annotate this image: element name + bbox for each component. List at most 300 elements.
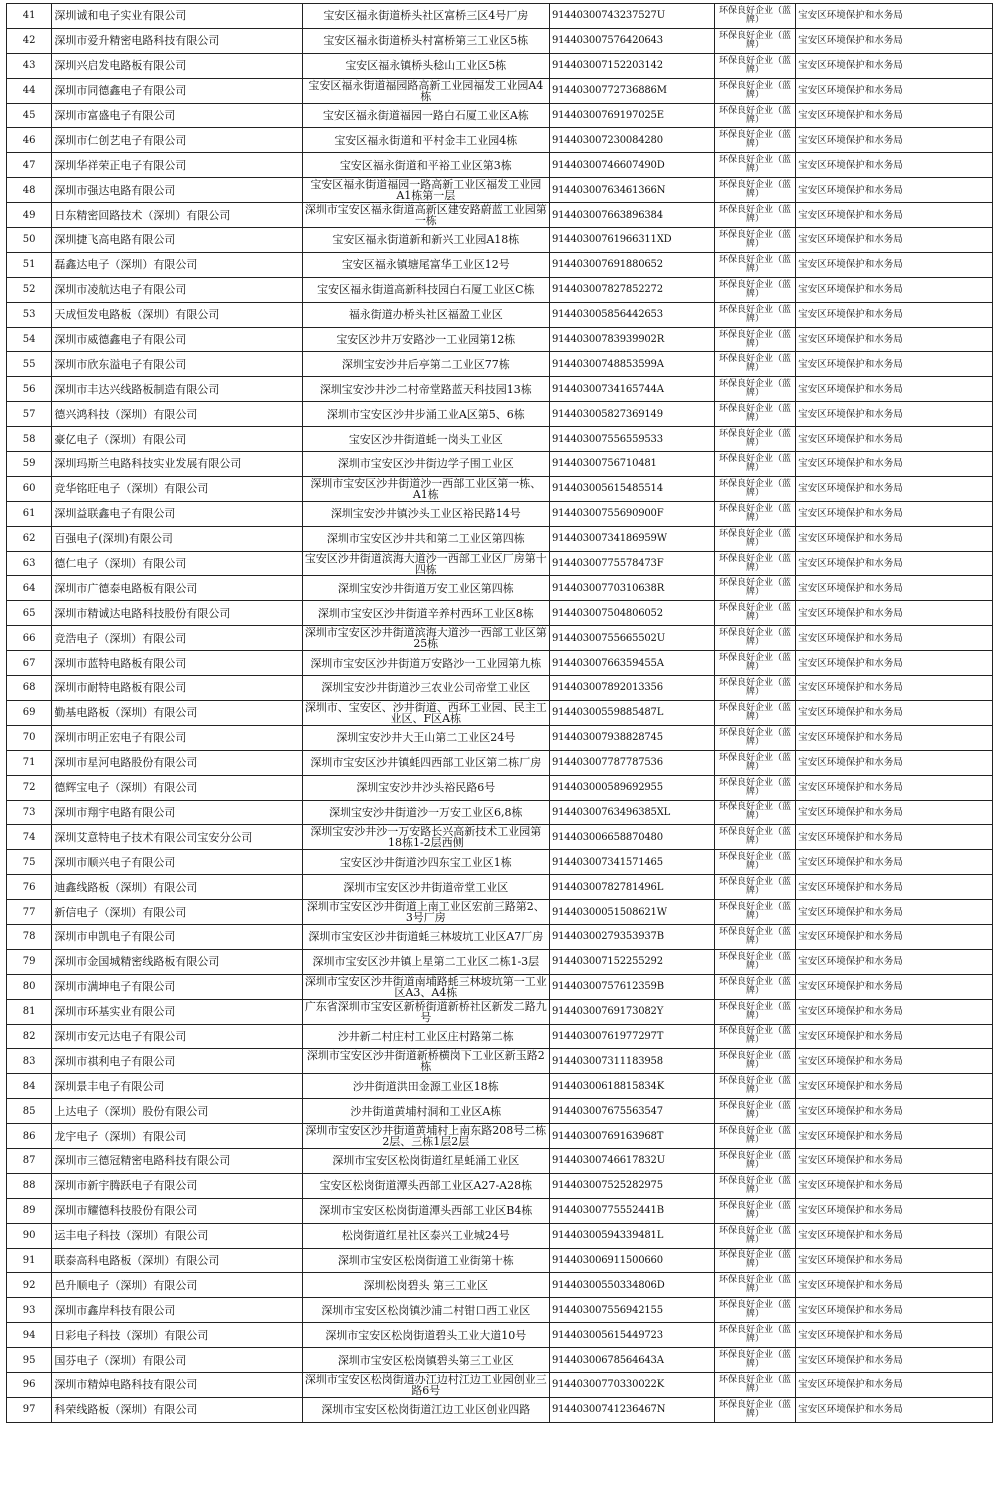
credit-code: 914403007230084280 (549, 128, 714, 153)
issuing-department: 宝安区环境保护和水务局 (796, 601, 993, 626)
row-number: 91 (7, 1248, 52, 1273)
issuing-department: 宝安区环境保护和水务局 (796, 1148, 993, 1173)
company-name: 德辉宝电子（深圳）有限公司 (52, 775, 302, 800)
env-rating: 环保良好企业（蓝牌） (714, 228, 795, 253)
company-address: 深圳宝安沙井街道沙三农业公司帝堂工业区 (302, 676, 549, 701)
row-number: 45 (7, 103, 52, 128)
company-address: 宝安区福永镇桥头稔山工业区5栋 (302, 53, 549, 78)
company-name: 深圳兴启发电路板有限公司 (52, 53, 302, 78)
env-rating: 环保良好企业（蓝牌） (714, 1049, 795, 1074)
issuing-department: 宝安区环境保护和水务局 (796, 352, 993, 377)
credit-code: 91440300770310638R (549, 576, 714, 601)
env-rating: 环保良好企业（蓝牌） (714, 850, 795, 875)
env-rating: 环保良好企业（蓝牌） (714, 452, 795, 477)
env-rating: 环保良好企业（蓝牌） (714, 501, 795, 526)
table-row (7, 1273, 993, 1298)
credit-code: 914403005827369149 (549, 402, 714, 427)
credit-code: 91440300757612359B (549, 974, 714, 999)
table-row (7, 700, 993, 725)
table-row (7, 651, 993, 676)
company-address: 深圳市、宝安区、沙井街道、西环工业园、民主工业区、F区A栋 (302, 700, 549, 725)
table-row (7, 676, 993, 701)
env-rating: 环保良好企业（蓝牌） (714, 327, 795, 352)
company-address: 广东省深圳市宝安区新桥街道新桥社区新发二路九号 (302, 999, 549, 1024)
company-name: 深圳市凌航达电子有限公司 (52, 277, 302, 302)
env-rating: 环保良好企业（蓝牌） (714, 676, 795, 701)
company-address: 深圳宝安沙井街道沙一万安工业区6,8栋 (302, 800, 549, 825)
row-number: 55 (7, 352, 52, 377)
env-rating: 环保良好企业（蓝牌） (714, 1024, 795, 1049)
env-rating: 环保良好企业（蓝牌） (714, 476, 795, 501)
issuing-department: 宝安区环境保护和水务局 (796, 1124, 993, 1149)
table-row (7, 626, 993, 651)
credit-code: 91440300775578473F (549, 551, 714, 576)
issuing-department: 宝安区环境保护和水务局 (796, 750, 993, 775)
issuing-department: 宝安区环境保护和水务局 (796, 1273, 993, 1298)
credit-code: 914403007152203142 (549, 53, 714, 78)
issuing-department: 宝安区环境保护和水务局 (796, 128, 993, 153)
row-number: 97 (7, 1397, 52, 1422)
issuing-department: 宝安区环境保护和水务局 (796, 103, 993, 128)
company-address: 沙井街道洪田金源工业区18栋 (302, 1074, 549, 1099)
table-row (7, 850, 993, 875)
env-rating: 环保良好企业（蓝牌） (714, 924, 795, 949)
credit-code: 91440300769163968T (549, 1124, 714, 1149)
env-rating: 环保良好企业（蓝牌） (714, 1348, 795, 1373)
credit-code: 914403006911500660 (549, 1248, 714, 1273)
table-row (7, 800, 993, 825)
row-number: 51 (7, 252, 52, 277)
env-rating: 环保良好企业（蓝牌） (714, 974, 795, 999)
env-rating: 环保良好企业（蓝牌） (714, 153, 795, 178)
env-rating: 环保良好企业（蓝牌） (714, 352, 795, 377)
row-number: 59 (7, 452, 52, 477)
company-address: 深圳市宝安区沙井街道沙一西部工业区第一栋、A1栋 (302, 476, 549, 501)
company-address: 深圳市宝安区福永街道高新区建安路蔚蓝工业园第一栋 (302, 203, 549, 228)
row-number: 49 (7, 203, 52, 228)
row-number: 58 (7, 427, 52, 452)
env-rating: 环保良好企业（蓝牌） (714, 999, 795, 1024)
env-rating: 环保良好企业（蓝牌） (714, 1372, 795, 1397)
company-address: 深圳市宝安区松岗镇沙浦二村钳口西工业区 (302, 1298, 549, 1323)
row-number: 95 (7, 1348, 52, 1373)
company-address: 深圳宝安沙井沙一万安路长兴高新技术工业园第18栋1-2层西侧 (302, 825, 549, 850)
company-name: 深圳市耐特电路板有限公司 (52, 676, 302, 701)
row-number: 75 (7, 850, 52, 875)
credit-code: 91440300775552441B (549, 1198, 714, 1223)
table-row (7, 302, 993, 327)
company-name: 磊鑫达电子（深圳）有限公司 (52, 252, 302, 277)
row-number: 68 (7, 676, 52, 701)
company-address: 宝安区松岗街道潭头西部工业区A27-A28栋 (302, 1173, 549, 1198)
row-number: 93 (7, 1298, 52, 1323)
company-address: 宝安区福永街道和平裕工业区第3栋 (302, 153, 549, 178)
issuing-department: 宝安区环境保护和水务局 (796, 725, 993, 750)
company-name: 深圳捷飞高电路有限公司 (52, 228, 302, 253)
credit-code: 914403007341571465 (549, 850, 714, 875)
issuing-department: 宝安区环境保护和水务局 (796, 302, 993, 327)
company-name: 深圳市翔宇电路有限公司 (52, 800, 302, 825)
company-name: 深圳市满坤电子有限公司 (52, 974, 302, 999)
env-rating: 环保良好企业（蓝牌） (714, 526, 795, 551)
credit-code: 914403007556942155 (549, 1298, 714, 1323)
row-number: 77 (7, 900, 52, 925)
row-number: 88 (7, 1173, 52, 1198)
credit-code: 914403007525282975 (549, 1173, 714, 1198)
env-rating: 环保良好企业（蓝牌） (714, 1248, 795, 1273)
credit-code: 91440300734165744A (549, 377, 714, 402)
row-number: 46 (7, 128, 52, 153)
row-number: 89 (7, 1198, 52, 1223)
env-rating: 环保良好企业（蓝牌） (714, 800, 795, 825)
company-name: 深圳市精诚达电路科技股份有限公司 (52, 601, 302, 626)
row-number: 41 (7, 4, 52, 29)
table-row (7, 103, 993, 128)
env-rating: 环保良好企业（蓝牌） (714, 178, 795, 203)
company-address: 宝安区沙井街道滨海大道沙一西部工业区厂房第十四栋 (302, 551, 549, 576)
credit-code: 91440300550334806D (549, 1273, 714, 1298)
company-name: 深圳市丰达兴线路板制造有限公司 (52, 377, 302, 402)
table-row (7, 825, 993, 850)
company-address: 宝安区沙井街道蚝一岗头工业区 (302, 427, 549, 452)
table-row (7, 352, 993, 377)
env-rating: 环保良好企业（蓝牌） (714, 28, 795, 53)
company-name: 深圳市仁创艺电子有限公司 (52, 128, 302, 153)
company-name: 深圳市环基实业有限公司 (52, 999, 302, 1024)
issuing-department: 宝安区环境保护和水务局 (796, 800, 993, 825)
company-name: 迪鑫线路板（深圳）有限公司 (52, 875, 302, 900)
issuing-department: 宝安区环境保护和水务局 (796, 1248, 993, 1273)
credit-code: 914403007576420643 (549, 28, 714, 53)
credit-code: 91440300755665502U (549, 626, 714, 651)
company-name: 联泰高科电路板（深圳）有限公司 (52, 1248, 302, 1273)
credit-code: 91440300763496385XL (549, 800, 714, 825)
row-number: 53 (7, 302, 52, 327)
row-number: 60 (7, 476, 52, 501)
credit-code: 91440300772736886M (549, 78, 714, 103)
credit-code: 91440300766359455A (549, 651, 714, 676)
env-rating: 环保良好企业（蓝牌） (714, 252, 795, 277)
issuing-department: 宝安区环境保护和水务局 (796, 427, 993, 452)
credit-code: 91440300741236467N (549, 1397, 714, 1422)
credit-code: 91440300756710481 (549, 452, 714, 477)
env-rating: 环保良好企业（蓝牌） (714, 302, 795, 327)
company-name: 新信电子（深圳）有限公司 (52, 900, 302, 925)
issuing-department: 宝安区环境保护和水务局 (796, 1372, 993, 1397)
env-rating: 环保良好企业（蓝牌） (714, 1298, 795, 1323)
env-rating: 环保良好企业（蓝牌） (714, 551, 795, 576)
table-row (7, 526, 993, 551)
issuing-department: 宝安区环境保护和水务局 (796, 1223, 993, 1248)
issuing-department: 宝安区环境保护和水务局 (796, 28, 993, 53)
company-address: 深圳市宝安区沙井步涌工业A区第5、6栋 (302, 402, 549, 427)
company-name: 深圳市星河电路股份有限公司 (52, 750, 302, 775)
issuing-department: 宝安区环境保护和水务局 (796, 252, 993, 277)
company-name: 深圳艾意特电子技术有限公司宝安分公司 (52, 825, 302, 850)
credit-code: 914403007311183958 (549, 1049, 714, 1074)
table-row (7, 452, 993, 477)
credit-code: 91440300746607490D (549, 153, 714, 178)
env-rating: 环保良好企业（蓝牌） (714, 1273, 795, 1298)
company-name: 深圳玛斯兰电路科技实业发展有限公司 (52, 452, 302, 477)
company-address: 深圳市宝安区松岗街道红星蚝涌工业区 (302, 1148, 549, 1173)
row-number: 87 (7, 1148, 52, 1173)
table-row (7, 1198, 993, 1223)
row-number: 72 (7, 775, 52, 800)
issuing-department: 宝安区环境保护和水务局 (796, 1099, 993, 1124)
env-rating: 环保良好企业（蓝牌） (714, 626, 795, 651)
company-name: 深圳市鑫岸科技有限公司 (52, 1298, 302, 1323)
company-name: 勤基电路板（深圳）有限公司 (52, 700, 302, 725)
company-address: 深圳市宝安区沙井镇上星第二工业区二栋1-3层 (302, 949, 549, 974)
credit-code: 914403007556559533 (549, 427, 714, 452)
issuing-department: 宝安区环境保护和水务局 (796, 551, 993, 576)
row-number: 54 (7, 327, 52, 352)
env-rating: 环保良好企业（蓝牌） (714, 277, 795, 302)
company-name: 深圳市同德鑫电子有限公司 (52, 78, 302, 103)
company-address: 松岗街道红星社区泰兴工业城24号 (302, 1223, 549, 1248)
env-rating: 环保良好企业（蓝牌） (714, 377, 795, 402)
issuing-department: 宝安区环境保护和水务局 (796, 949, 993, 974)
env-rating: 环保良好企业（蓝牌） (714, 402, 795, 427)
table-row (7, 1099, 993, 1124)
company-address: 深圳宝安沙井街道万安工业区第四栋 (302, 576, 549, 601)
company-address: 深圳市宝安区松岗街道江边工业区创业四路 (302, 1397, 549, 1422)
issuing-department: 宝安区环境保护和水务局 (796, 327, 993, 352)
company-address: 宝安区福永街道高新科技园白石厦工业区C栋 (302, 277, 549, 302)
row-number: 86 (7, 1124, 52, 1149)
issuing-department: 宝安区环境保护和水务局 (796, 900, 993, 925)
company-name: 豪亿电子（深圳）有限公司 (52, 427, 302, 452)
table-row (7, 900, 993, 925)
credit-code: 914403007504806052 (549, 601, 714, 626)
company-address: 宝安区福永镇塘尾富华工业区12号 (302, 252, 549, 277)
company-name: 深圳市安元达电子有限公司 (52, 1024, 302, 1049)
issuing-department: 宝安区环境保护和水务局 (796, 228, 993, 253)
credit-code: 91440300755690900F (549, 501, 714, 526)
company-name: 邑升顺电子（深圳）有限公司 (52, 1273, 302, 1298)
table-row (7, 4, 993, 29)
env-rating: 环保良好企业（蓝牌） (714, 576, 795, 601)
company-address: 深圳宝安沙井镇沙头工业区裕民路14号 (302, 501, 549, 526)
row-number: 63 (7, 551, 52, 576)
row-number: 80 (7, 974, 52, 999)
company-address: 沙井街道黄埔村洞和工业区A栋 (302, 1099, 549, 1124)
issuing-department: 宝安区环境保护和水务局 (796, 526, 993, 551)
company-name: 德仁电子（深圳）有限公司 (52, 551, 302, 576)
row-number: 74 (7, 825, 52, 850)
credit-code: 914403007938828745 (549, 725, 714, 750)
issuing-department: 宝安区环境保护和水务局 (796, 1049, 993, 1074)
table-row (7, 750, 993, 775)
company-address: 深圳市宝安区沙井街道上南工业区宏前三路第2、3号厂房 (302, 900, 549, 925)
row-number: 61 (7, 501, 52, 526)
enterprise-table (6, 3, 993, 1423)
credit-code: 91440300761977297T (549, 1024, 714, 1049)
company-address: 宝安区沙井街道沙四东宝工业区1栋 (302, 850, 549, 875)
env-rating: 环保良好企业（蓝牌） (714, 1099, 795, 1124)
issuing-department: 宝安区环境保护和水务局 (796, 377, 993, 402)
table-row (7, 402, 993, 427)
credit-code: 914403007152255292 (549, 949, 714, 974)
credit-code: 91440300763461366N (549, 178, 714, 203)
company-name: 深圳市蓝特电路板有限公司 (52, 651, 302, 676)
table-row (7, 1124, 993, 1149)
row-number: 85 (7, 1099, 52, 1124)
company-name: 深圳市富盛电子有限公司 (52, 103, 302, 128)
company-name: 深圳市欣东溢电子有限公司 (52, 352, 302, 377)
company-name: 深圳市耀德科技股份有限公司 (52, 1198, 302, 1223)
row-number: 65 (7, 601, 52, 626)
table-row (7, 999, 993, 1024)
table-row (7, 1148, 993, 1173)
issuing-department: 宝安区环境保护和水务局 (796, 1173, 993, 1198)
table-row (7, 1223, 993, 1248)
company-name: 深圳市广德泰电路板有限公司 (52, 576, 302, 601)
company-address: 深圳市宝安区沙井街道帝堂工业区 (302, 875, 549, 900)
credit-code: 91440300618815834K (549, 1074, 714, 1099)
table-row (7, 601, 993, 626)
env-rating: 环保良好企业（蓝牌） (714, 4, 795, 29)
company-name: 深圳市威德鑫电子有限公司 (52, 327, 302, 352)
company-address: 深圳宝安沙井后亭第二工业区77栋 (302, 352, 549, 377)
issuing-department: 宝安区环境保护和水务局 (796, 576, 993, 601)
row-number: 79 (7, 949, 52, 974)
company-name: 日彩电子科技（深圳）有限公司 (52, 1323, 302, 1348)
issuing-department: 宝安区环境保护和水务局 (796, 501, 993, 526)
company-name: 科荣线路板（深圳）有限公司 (52, 1397, 302, 1422)
credit-code: 91440300743237527U (549, 4, 714, 29)
row-number: 84 (7, 1074, 52, 1099)
env-rating: 环保良好企业（蓝牌） (714, 825, 795, 850)
company-address: 深圳宝安沙井沙二村帝堂路蓝天科技园13栋 (302, 377, 549, 402)
company-name: 深圳华祥荣正电子有限公司 (52, 153, 302, 178)
credit-code: 91440300279353937B (549, 924, 714, 949)
credit-code: 914403000589692955 (549, 775, 714, 800)
company-address: 深圳市宝安区沙井镇蚝四西部工业区第二栋厂房 (302, 750, 549, 775)
credit-code: 91440300782781496L (549, 875, 714, 900)
company-name: 深圳市三德冠精密电路科技有限公司 (52, 1148, 302, 1173)
company-name: 龙宇电子（深圳）有限公司 (52, 1124, 302, 1149)
issuing-department: 宝安区环境保护和水务局 (796, 1298, 993, 1323)
table-row (7, 1298, 993, 1323)
company-name: 深圳市新宇腾跃电子有限公司 (52, 1173, 302, 1198)
issuing-department: 宝安区环境保护和水务局 (796, 452, 993, 477)
row-number: 56 (7, 377, 52, 402)
row-number: 42 (7, 28, 52, 53)
credit-code: 914403007787787536 (549, 750, 714, 775)
issuing-department: 宝安区环境保护和水务局 (796, 700, 993, 725)
issuing-department: 宝安区环境保护和水务局 (796, 4, 993, 29)
company-address: 福永街道办桥头社区福盈工业区 (302, 302, 549, 327)
table-row (7, 501, 993, 526)
table-row (7, 576, 993, 601)
company-name: 深圳市祺利电子有限公司 (52, 1049, 302, 1074)
table-row (7, 203, 993, 228)
company-address: 深圳市宝安区沙井街道滨海大道沙一西部工业区第25栋 (302, 626, 549, 651)
table-row (7, 476, 993, 501)
env-rating: 环保良好企业（蓝牌） (714, 900, 795, 925)
issuing-department: 宝安区环境保护和水务局 (796, 626, 993, 651)
row-number: 57 (7, 402, 52, 427)
company-name: 深圳市强达电路有限公司 (52, 178, 302, 203)
row-number: 81 (7, 999, 52, 1024)
row-number: 50 (7, 228, 52, 253)
env-rating: 环保良好企业（蓝牌） (714, 1173, 795, 1198)
issuing-department: 宝安区环境保护和水务局 (796, 775, 993, 800)
table-row (7, 228, 993, 253)
credit-code: 91440300746617832U (549, 1148, 714, 1173)
issuing-department: 宝安区环境保护和水务局 (796, 178, 993, 203)
table-row (7, 28, 993, 53)
env-rating: 环保良好企业（蓝牌） (714, 875, 795, 900)
company-name: 深圳益联鑫电子有限公司 (52, 501, 302, 526)
table-row (7, 775, 993, 800)
credit-code: 91440300769197025E (549, 103, 714, 128)
row-number: 82 (7, 1024, 52, 1049)
credit-code: 914403006658870480 (549, 825, 714, 850)
company-address: 宝安区福永街道福园路高新工业园福发工业园A4栋 (302, 78, 549, 103)
issuing-department: 宝安区环境保护和水务局 (796, 402, 993, 427)
company-name: 深圳市明正宏电子有限公司 (52, 725, 302, 750)
issuing-department: 宝安区环境保护和水务局 (796, 78, 993, 103)
env-rating: 环保良好企业（蓝牌） (714, 601, 795, 626)
company-address: 深圳市宝安区松岗街道碧头工业大道10号 (302, 1323, 549, 1348)
env-rating: 环保良好企业（蓝牌） (714, 949, 795, 974)
table-row (7, 1323, 993, 1348)
company-name: 深圳市爱升精密电路科技有限公司 (52, 28, 302, 53)
credit-code: 91440300051508621W (549, 900, 714, 925)
table-row (7, 725, 993, 750)
table-row (7, 1074, 993, 1099)
company-address: 深圳市宝安区沙井街道新桥横岗下工业区新玉路2栋 (302, 1049, 549, 1074)
table-row (7, 1173, 993, 1198)
company-name: 天成恒发电路板（深圳）有限公司 (52, 302, 302, 327)
row-number: 64 (7, 576, 52, 601)
issuing-department: 宝安区环境保护和水务局 (796, 651, 993, 676)
issuing-department: 宝安区环境保护和水务局 (796, 1198, 993, 1223)
issuing-department: 宝安区环境保护和水务局 (796, 676, 993, 701)
env-rating: 环保良好企业（蓝牌） (714, 651, 795, 676)
issuing-department: 宝安区环境保护和水务局 (796, 1024, 993, 1049)
company-name: 上达电子（深圳）股份有限公司 (52, 1099, 302, 1124)
company-address: 深圳市宝安区沙井街道蚝三林坡坑工业区A7厂房 (302, 924, 549, 949)
row-number: 62 (7, 526, 52, 551)
issuing-department: 宝安区环境保护和水务局 (796, 825, 993, 850)
company-address: 深圳市宝安区沙井街道黄埔村上南东路208号二栋2层、三栋1层2层 (302, 1124, 549, 1149)
company-address: 深圳宝安沙井沙头裕民路6号 (302, 775, 549, 800)
issuing-department: 宝安区环境保护和水务局 (796, 999, 993, 1024)
row-number: 94 (7, 1323, 52, 1348)
table-row (7, 949, 993, 974)
table-row (7, 551, 993, 576)
env-rating: 环保良好企业（蓝牌） (714, 78, 795, 103)
company-name: 深圳诚和电子实业有限公司 (52, 4, 302, 29)
row-number: 92 (7, 1273, 52, 1298)
row-number: 70 (7, 725, 52, 750)
company-name: 竞浩电子（深圳）有限公司 (52, 626, 302, 651)
row-number: 43 (7, 53, 52, 78)
env-rating: 环保良好企业（蓝牌） (714, 1397, 795, 1422)
env-rating: 环保良好企业（蓝牌） (714, 53, 795, 78)
table-row (7, 1372, 993, 1397)
issuing-department: 宝安区环境保护和水务局 (796, 277, 993, 302)
company-name: 竞华铭旺电子（深圳）有限公司 (52, 476, 302, 501)
company-address: 宝安区福永街道新和新兴工业园A18栋 (302, 228, 549, 253)
company-address: 宝安区福永街道和平村金丰工业园4栋 (302, 128, 549, 153)
credit-code: 914403007663896384 (549, 203, 714, 228)
issuing-department: 宝安区环境保护和水务局 (796, 1074, 993, 1099)
